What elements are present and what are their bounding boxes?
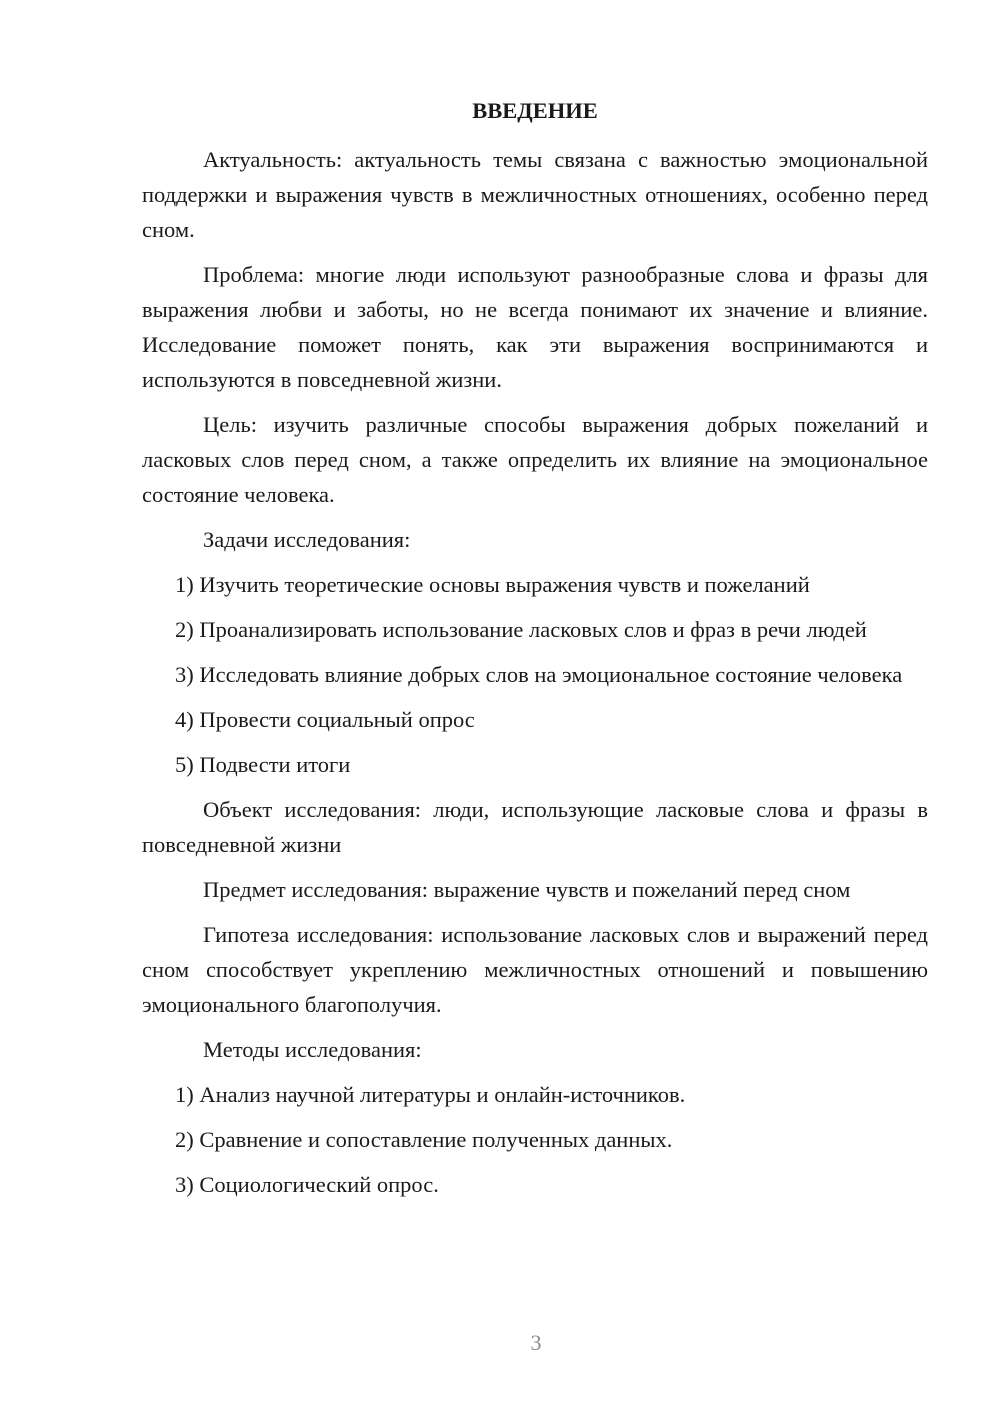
object-paragraph: Объект исследования: люди, использующие ласковые слова и фразы в повседневной жизни (142, 797, 928, 857)
hypothesis-paragraph: Гипотеза исследования: использование ласковых слов и выражений перед сном способствует укреплению межличностных отношений и повышению эмоционального благополучия. (142, 922, 928, 1017)
task-item: 3) Исследовать влияние добрых слов на эмоциональное состояние человека (175, 662, 903, 687)
method-item: 1) Анализ научной литературы и онлайн-источников. (175, 1082, 686, 1107)
relevance-paragraph: Актуальность: актуальность темы связана с важностью эмоциональной поддержки и выражения чувств в межличностных отношениях, особенно перед сном. (142, 147, 928, 242)
task-item: 4) Провести социальный опрос (175, 707, 475, 732)
task-item: 2) Проанализировать использование ласковых слов и фраз в речи людей (175, 617, 867, 642)
task-item: 5) Подвести итоги (175, 752, 351, 777)
document-page (142, 90, 928, 1212)
methods-heading: Методы исследования: (203, 1037, 422, 1062)
method-item: 3) Социологический опрос. (175, 1172, 439, 1197)
section-title: ВВЕДЕНИЕ (472, 98, 598, 123)
method-item: 2) Сравнение и сопоставление полученных данных. (175, 1127, 673, 1152)
problem-paragraph: Проблема: многие люди используют разнообразные слова и фразы для выражения любви и заботы, но не всегда понимают их значение и влияние. Исследование поможет понять, как эти выражения воспринимаются и используются в повседневной жизни. (142, 262, 928, 392)
task-item: 1) Изучить теоретические основы выражения чувств и пожеланий (175, 572, 810, 597)
page-number: 3 (530, 1330, 542, 1355)
tasks-heading: Задачи исследования: (203, 527, 411, 552)
goal-paragraph: Цель: изучить различные способы выражения добрых пожеланий и ласковых слов перед сном, а также определить их влияние на эмоциональное состояние человека. (142, 412, 928, 507)
subject-paragraph: Предмет исследования: выражение чувств и пожеланий перед сном (203, 877, 851, 902)
